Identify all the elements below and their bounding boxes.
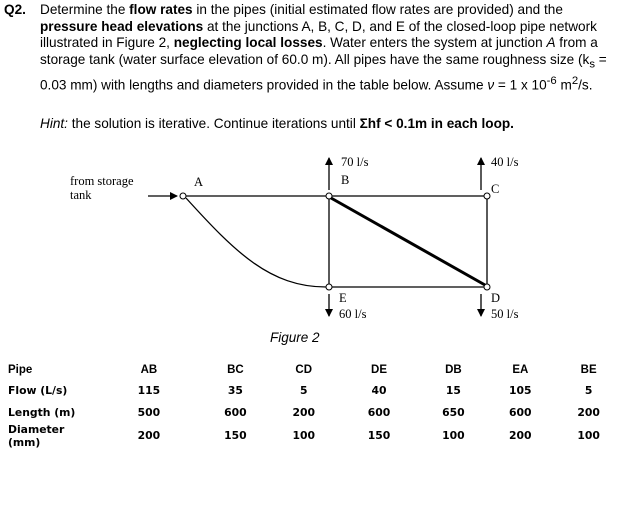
hint <box>40 116 514 131</box>
question-body <box>40 2 608 94</box>
cell-flow-de: 40 <box>371 384 387 398</box>
q-sup-exp: -6 <box>546 75 557 88</box>
q-text-7: = 1 x 10 <box>494 77 547 93</box>
node-b <box>326 193 332 199</box>
pipe-be-name: BE <box>580 363 597 376</box>
hint-label: Hint: <box>40 116 68 131</box>
cell-flow-ea: 105 <box>509 384 532 398</box>
cell-diameter-ab: 200 <box>137 429 161 443</box>
cell-flow-ab: 115 <box>137 384 161 398</box>
flow-label-d: 50 l/s <box>491 307 519 321</box>
row-label-length: Length (m) <box>8 405 76 419</box>
node-d <box>484 284 490 290</box>
q-junction-a: A <box>546 35 556 51</box>
q-nu: ν <box>487 77 495 93</box>
pipe-db-name: DB <box>445 363 462 376</box>
cell-diameter-bc: 150 <box>224 429 247 443</box>
node-label-c: C <box>491 182 500 196</box>
cell-length-bc: 600 <box>224 405 247 419</box>
node-label-a: A <box>194 175 204 189</box>
table-row-diameter <box>6 423 624 449</box>
cell-length-ea: 600 <box>509 405 532 419</box>
table-row-flow <box>6 380 624 401</box>
cell-flow-be: 5 <box>584 384 593 398</box>
pipe-data-table <box>6 359 624 449</box>
cell-length-db: 650 <box>442 405 465 419</box>
node-label-b: B <box>341 173 350 187</box>
pipe-ea <box>186 198 326 287</box>
cell-flow-cd: 5 <box>299 384 308 398</box>
flow-label-e: 60 l/s <box>339 307 367 321</box>
q-bold-flow-rates: flow rates <box>129 2 193 17</box>
pipe-bc-name: BC <box>227 363 244 376</box>
q-text-2: in the pipes (initial estimated flow rates are provided) and the <box>192 2 563 17</box>
flow-label-b: 70 l/s <box>341 155 369 169</box>
cell-diameter-ea: 200 <box>509 429 532 443</box>
node-label-d: D <box>491 291 501 305</box>
q-sub-s: s <box>589 58 595 71</box>
table-row-length <box>6 402 624 423</box>
cell-diameter-de: 150 <box>367 429 391 443</box>
q-text-9: /s. <box>578 77 593 93</box>
node-e <box>326 284 332 290</box>
cell-diameter-be: 100 <box>577 429 600 443</box>
pipe-cd-name: CD <box>295 363 313 376</box>
row-label-flow: Flow (L/s) <box>8 384 68 398</box>
pipe-ab-name: AB <box>140 363 158 376</box>
pipe-network-figure <box>0 140 624 330</box>
row-label-diameter: Diameter (mm) <box>8 422 65 449</box>
cell-length-be: 200 <box>577 405 600 419</box>
pipe-de-name: DE <box>371 363 388 376</box>
pipe-ea-name: EA <box>512 363 529 376</box>
cell-diameter-cd: 100 <box>292 429 315 443</box>
pipe-db <box>331 198 485 285</box>
q-text-8: m <box>556 77 572 93</box>
node-label-e: E <box>339 291 347 305</box>
cell-diameter-db: 100 <box>442 429 465 443</box>
hint-criterion: Σhf < 0.1m in each loop. <box>359 116 514 131</box>
cell-flow-db: 15 <box>445 384 461 398</box>
question-text <box>4 2 608 94</box>
table-row-pipe <box>6 359 624 380</box>
cell-flow-bc: 35 <box>227 384 243 398</box>
q-bold-local-losses: neglecting local losses <box>173 35 323 51</box>
cell-length-cd: 200 <box>292 405 315 419</box>
row-label-pipe: Pipe <box>8 363 33 376</box>
q-bold-pressure-head: pressure head elevations <box>40 18 204 34</box>
node-c <box>484 193 490 199</box>
q-text-3: at the junctions A, B, C, D, and E of the closed-loop pipe network illustrated in Figure 2, <box>40 18 597 51</box>
q-text-1: Determine the <box>40 2 130 17</box>
hint-text: the solution is iterative. Continue iterations until <box>67 116 360 131</box>
source-label-line2: tank <box>70 188 92 202</box>
q-text-5: from a storage tank (water surface elevation of 60.0 m). All pipes have the same roughness size (k <box>40 35 598 67</box>
figure-caption: Figure 2 <box>270 330 320 345</box>
flow-label-c: 40 l/s <box>491 155 519 169</box>
source-label-line1: from storage <box>70 174 134 188</box>
q-sup-2: 2 <box>571 75 579 88</box>
question-number: Q2. <box>4 2 26 17</box>
q-text-4: . Water enters the system at junction <box>322 35 547 51</box>
cell-length-ab: 500 <box>137 405 161 419</box>
q-text-6: = 0.03 mm) with lengths and diameters provided in the table below. Assume <box>40 51 607 93</box>
cell-length-de: 600 <box>367 405 391 419</box>
node-a <box>180 193 186 199</box>
